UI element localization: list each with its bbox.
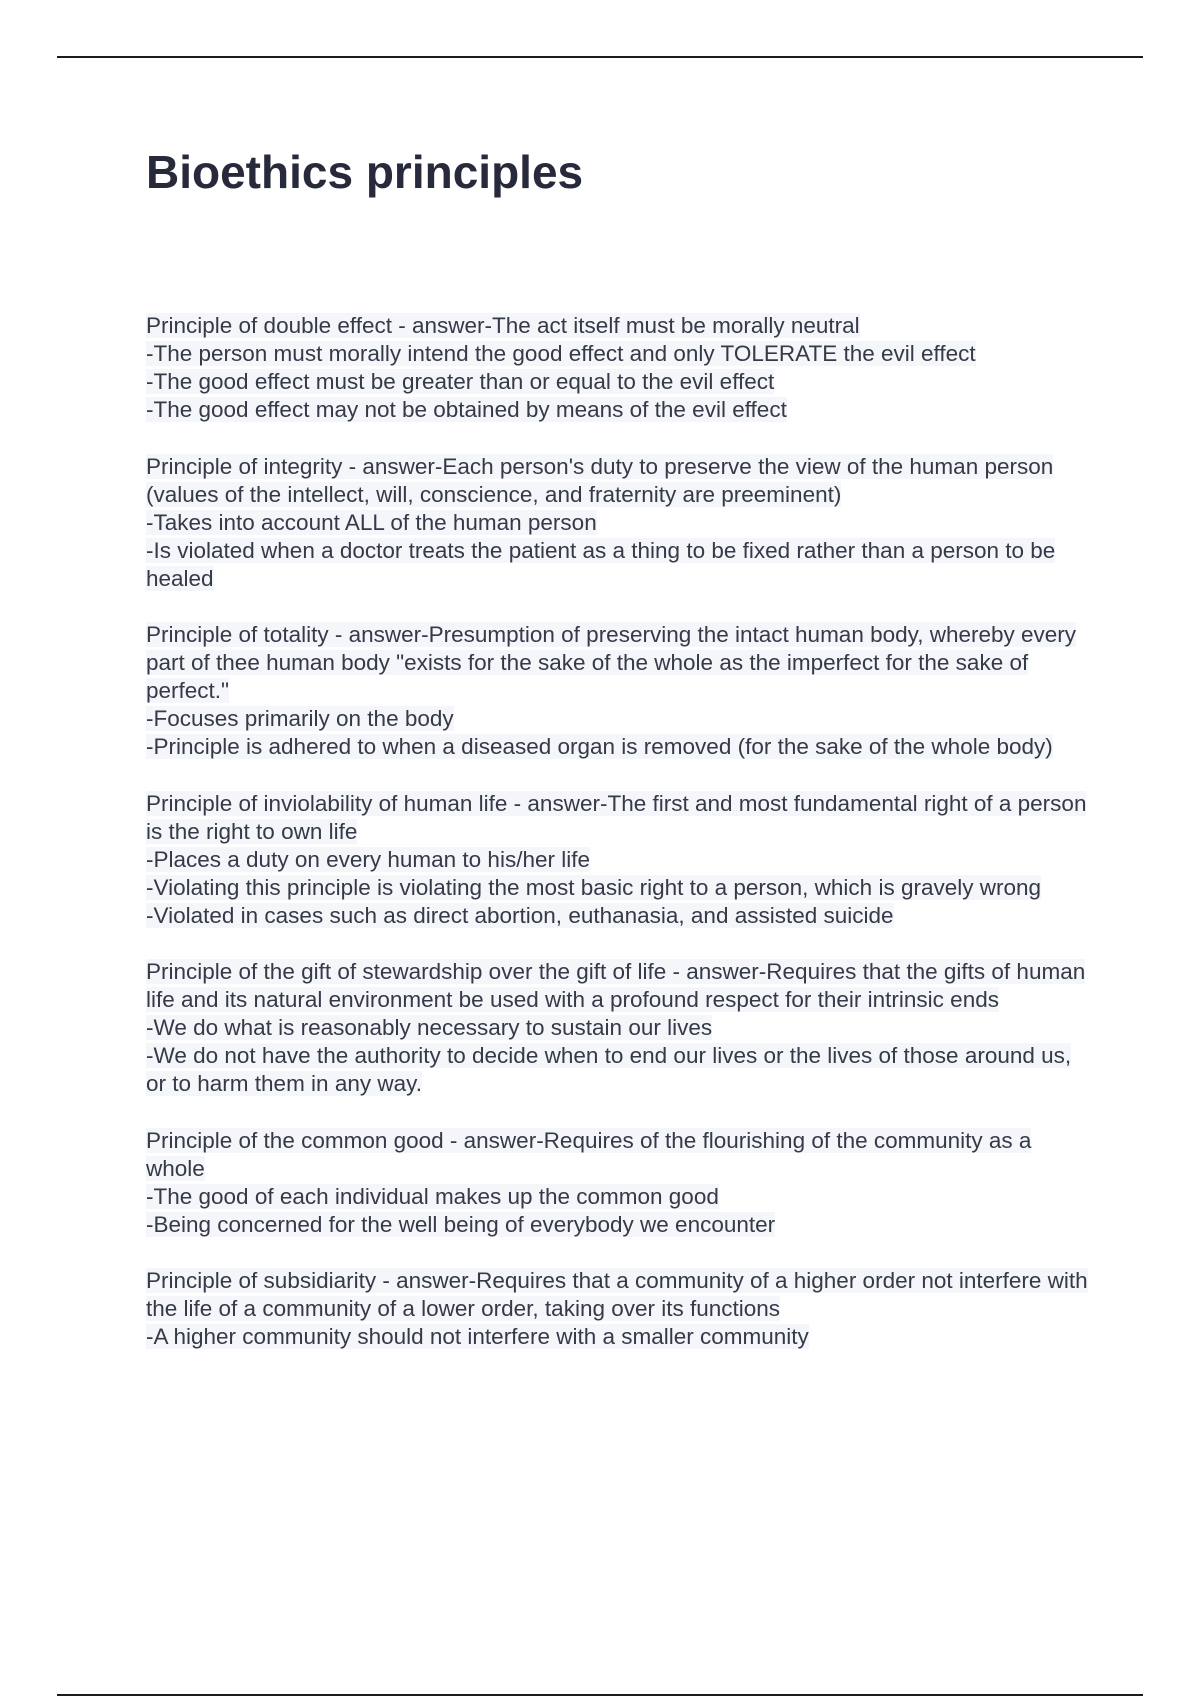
entry-line: Principle of double effect - answer-The act itself must be morally neutral	[146, 313, 860, 338]
entry-line: Principle of the common good - answer-Requires of the flourishing of the community as a whole	[146, 1127, 1032, 1181]
entry-line: -Violating this principle is violating the most basic right to a person, which is gravely wrong	[146, 874, 1042, 900]
entry-line: -Being concerned for the well being of everybody we encounter	[146, 1211, 776, 1237]
bottom-rule	[57, 1694, 1143, 1696]
entry-line: -The person must morally intend the good effect and only TOLERATE the evil effect	[146, 341, 976, 366]
entry-double-effect	[146, 312, 1096, 424]
entry-line: -Principle is adhered to when a diseased organ is removed (for the sake of the whole body)	[146, 734, 1053, 759]
entry-line: -The good effect must be greater than or equal to the evil effect	[146, 369, 775, 394]
entry-stewardship	[146, 958, 1096, 1098]
entry-line: Principle of totality - answer-Presumption of preserving the intact human body, whereby every part of thee human body "exists for the sake of the whole as the imperfect for the sake of perfect."	[146, 622, 1077, 703]
top-rule	[57, 56, 1143, 58]
entry-line: Principle of subsidiarity - answer-Requires that a community of a higher order not interfere with the life of a community of a lower order, taking over its functions	[146, 1268, 1088, 1321]
entry-line: Principle of inviolability of human life - answer-The first and most fundamental right of a person is the right to own life	[146, 790, 1087, 844]
entry-line: -Violated in cases such as direct abortion, euthanasia, and assisted suicide	[146, 902, 894, 928]
entry-line: -Is violated when a doctor treats the patient as a thing to be fixed rather than a person to be healed	[146, 537, 1056, 591]
entry-common-good	[146, 1127, 1096, 1239]
entry-line: -We do what is reasonably necessary to sustain our lives	[146, 1015, 713, 1040]
entry-line: -The good of each individual makes up the common good	[146, 1183, 719, 1209]
entry-line: -A higher community should not interfere with a smaller community	[146, 1324, 809, 1349]
entry-totality	[146, 621, 1096, 761]
entry-line: -We do not have the authority to decide when to end our lives or the lives of those around us, or to harm them in any way.	[146, 1043, 1072, 1096]
entry-line: -The good effect may not be obtained by means of the evil effect	[146, 397, 787, 422]
page-title: Bioethics principles	[146, 146, 584, 198]
entry-line: Principle of integrity - answer-Each person's duty to preserve the view of the human person (values of the intellect, will, conscience, and fraternity are preeminent)	[146, 453, 1054, 507]
entry-line: -Places a duty on every human to his/her life	[146, 846, 590, 872]
entry-subsidiarity	[146, 1267, 1096, 1351]
entry-line: Principle of the gift of stewardship over the gift of life - answer-Requires that the gifts of human life and its natural environment be used with a profound respect for their intrinsic ends	[146, 959, 1086, 1012]
entry-list	[146, 312, 1096, 1380]
entry-line: -Focuses primarily on the body	[146, 706, 454, 731]
entry-inviolability	[146, 790, 1096, 930]
entry-line: -Takes into account ALL of the human person	[146, 509, 597, 535]
entry-integrity	[146, 453, 1096, 593]
